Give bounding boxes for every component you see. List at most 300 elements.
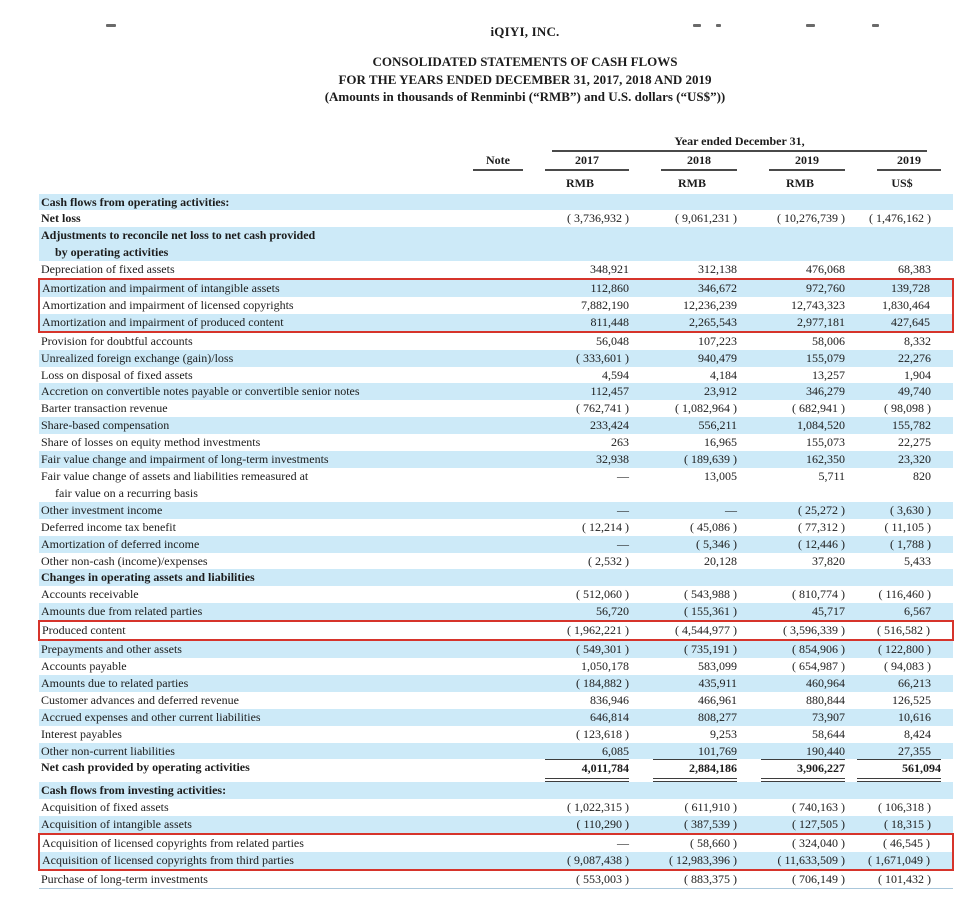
- row-label: [39, 852, 459, 870]
- table-row: [39, 468, 953, 502]
- table-row: [39, 210, 953, 227]
- value-cell: ( 9,061,231 ): [675, 211, 737, 226]
- row-label: [39, 692, 459, 709]
- value-cell: 56,720: [525, 603, 641, 621]
- value-cell: ( 189,639 ): [641, 451, 749, 468]
- row-label: [39, 569, 459, 586]
- value-cell: 466,961: [698, 692, 737, 707]
- value-cell: 7,882,190: [581, 297, 629, 312]
- row-label: [39, 297, 459, 314]
- value-cell: 6,085: [525, 743, 641, 760]
- note-cell: [459, 194, 525, 211]
- value-cell: [857, 782, 953, 799]
- table-row: [39, 816, 953, 834]
- value-cell: ( 77,312 ): [798, 519, 845, 534]
- note-cell: [459, 451, 525, 468]
- note-cell: [459, 536, 525, 553]
- row-label: [39, 816, 459, 834]
- row-label-text: Cash flows from investing activities:: [41, 783, 227, 798]
- value-cell: [525, 782, 641, 799]
- row-label-text: Produced content: [42, 623, 126, 638]
- row-label-text: Changes in operating assets and liabilities: [41, 570, 255, 585]
- value-cell: 233,424: [525, 417, 641, 434]
- value-cell: 8,332: [904, 333, 932, 348]
- value-cell: —: [525, 834, 641, 852]
- value-cell: ( 127,505 ): [749, 816, 857, 834]
- table-row: [39, 227, 953, 261]
- company-name: iQIYI, INC.: [490, 24, 560, 39]
- value-cell: ( 58,660 ): [641, 834, 749, 852]
- value-cell: 12,236,239: [683, 297, 737, 312]
- highlight-box-3: [39, 834, 953, 870]
- row-group: [39, 332, 953, 621]
- row-label-text: Accounts receivable: [41, 587, 139, 602]
- value-cell: 972,760: [749, 279, 857, 297]
- value-cell: ( 123,618 ): [576, 726, 629, 741]
- table-row: [39, 519, 953, 536]
- value-cell: 312,138: [698, 262, 737, 277]
- value-cell: ( 512,060 ): [576, 587, 629, 602]
- table-row: [39, 569, 953, 586]
- table-row: [39, 434, 953, 451]
- table-row: [39, 383, 953, 400]
- value-cell: 16,965: [704, 435, 737, 450]
- table-row: [39, 726, 953, 743]
- table-row: [39, 297, 953, 314]
- row-label: [39, 553, 459, 570]
- table-row: [39, 586, 953, 603]
- row-label: [39, 586, 459, 603]
- row-label: [39, 400, 459, 417]
- note-cell: [459, 261, 525, 279]
- table-row: [39, 314, 953, 332]
- value-cell: 2,265,543: [641, 314, 749, 332]
- row-label-text: Share of losses on equity method investments: [41, 435, 261, 450]
- value-cell: [749, 227, 857, 261]
- value-cell: ( 11,105 ): [884, 519, 932, 534]
- table-row: [39, 640, 953, 658]
- value-cell: ( 654,987 ): [792, 658, 845, 673]
- value-cell: 1,050,178: [581, 658, 629, 673]
- row-label: [39, 434, 459, 451]
- value-cell: ( 12,214 ): [582, 519, 629, 534]
- value-cell: 346,279: [749, 383, 857, 400]
- value-cell: ( 3,736,932 ): [567, 211, 629, 226]
- value-cell: 112,457: [525, 383, 641, 400]
- value-cell: 5,433: [904, 553, 932, 568]
- value-cell: ( 333,601 ): [525, 350, 641, 367]
- row-label: [39, 640, 459, 658]
- value-cell: ( 735,191 ): [641, 640, 749, 658]
- value-cell: ( 116,460 ): [878, 587, 932, 602]
- note-cell: [459, 400, 525, 417]
- note-cell: [459, 675, 525, 692]
- document-header: [84, 24, 966, 106]
- table-row: [39, 621, 953, 640]
- value-cell: ( 106,318 ): [878, 800, 932, 815]
- value-cell: ( 12,983,396 ): [641, 852, 749, 870]
- table-row: [39, 658, 953, 675]
- note-column-header: Note: [459, 152, 525, 171]
- total-value: 3,906,227: [761, 759, 845, 782]
- row-label: [39, 194, 459, 211]
- value-cell: ( 387,539 ): [641, 816, 749, 834]
- value-cell: 73,907: [749, 709, 857, 726]
- row-label-text: Prepayments and other assets: [41, 642, 182, 657]
- note-cell: [459, 569, 525, 586]
- value-cell: —: [617, 469, 629, 483]
- row-label-text: Provision for doubtful accounts: [41, 333, 193, 348]
- span-header-row: [39, 132, 953, 152]
- value-cell: ( 324,040 ): [749, 834, 857, 852]
- value-cell: ( 110,290 ): [525, 816, 641, 834]
- value-cell: 112,860: [525, 279, 641, 297]
- row-label-text-continued: by operating activities: [55, 245, 169, 260]
- value-cell: [749, 782, 857, 799]
- unit-rmb-2017: RMB: [566, 175, 594, 190]
- note-cell: [459, 658, 525, 675]
- row-label: [39, 621, 459, 640]
- value-cell: ( 5,346 ): [641, 536, 749, 553]
- value-cell: [641, 569, 749, 586]
- note-cell: [459, 468, 525, 502]
- value-cell: 32,938: [525, 451, 641, 468]
- total-value: 4,011,784: [545, 759, 629, 782]
- row-label: [39, 658, 459, 675]
- note-cell: [459, 816, 525, 834]
- note-cell: [459, 852, 525, 870]
- value-cell: ( 3,596,339 ): [749, 621, 857, 640]
- value-cell: ( 184,882 ): [525, 675, 641, 692]
- value-cell: [641, 782, 749, 799]
- value-cell: [857, 569, 953, 586]
- note-cell: [459, 726, 525, 743]
- value-cell: 940,479: [641, 350, 749, 367]
- table-row: [39, 675, 953, 692]
- value-cell: [857, 194, 953, 211]
- table-row: [39, 367, 953, 384]
- year-2017-header: 2017: [525, 152, 641, 171]
- total-value: 561,094: [857, 759, 941, 782]
- value-cell: 346,672: [641, 279, 749, 297]
- value-cell: [641, 759, 749, 782]
- value-cell: ( 516,582 ): [857, 621, 953, 640]
- value-cell: ( 1,671,049 ): [857, 852, 953, 870]
- row-label-text: Amounts due from related parties: [41, 604, 203, 619]
- value-cell: [641, 227, 749, 261]
- note-cell: [459, 434, 525, 451]
- year-ended-header: Year ended December 31,: [525, 132, 953, 152]
- table-row: [39, 350, 953, 367]
- value-cell: ( 45,086 ): [690, 519, 737, 534]
- value-cell: 263: [611, 435, 629, 450]
- note-cell: [459, 502, 525, 519]
- value-cell: 820: [913, 469, 932, 483]
- note-cell: [459, 640, 525, 658]
- value-cell: ( 98,098 ): [884, 401, 932, 416]
- row-label-text: Fair value change of assets and liabilities remeasured at: [41, 469, 309, 483]
- row-label-text: Cash flows from operating activities:: [41, 194, 230, 209]
- row-label-text: Other investment income: [41, 502, 163, 517]
- row-label: [39, 519, 459, 536]
- value-cell: 1,084,520: [749, 417, 857, 434]
- value-cell: ( 10,276,739 ): [777, 211, 845, 226]
- value-cell: ( 740,163 ): [792, 800, 845, 815]
- value-cell: ( 155,361 ): [641, 603, 749, 621]
- value-cell: 460,964: [749, 675, 857, 692]
- value-cell: [525, 759, 641, 782]
- value-cell: ( 762,741 ): [576, 401, 629, 416]
- note-cell: [459, 603, 525, 621]
- row-label: [39, 227, 459, 261]
- row-label: [39, 726, 459, 743]
- highlight-box-2: [39, 621, 953, 640]
- value-cell: 13,005: [704, 469, 737, 483]
- row-label-text: Deferred income tax benefit: [41, 519, 176, 534]
- table-row: [39, 332, 953, 350]
- value-cell: ( 854,906 ): [749, 640, 857, 658]
- table-row: [39, 194, 953, 211]
- value-cell: 101,769: [641, 743, 749, 760]
- cropped-text-remnant: [0, 24, 966, 30]
- value-cell: 162,350: [749, 451, 857, 468]
- table-row: [39, 603, 953, 621]
- row-label-text: Other non-cash (income)/expenses: [41, 553, 208, 568]
- value-cell: 435,911: [641, 675, 749, 692]
- row-label: [39, 279, 459, 297]
- note-cell: [459, 870, 525, 888]
- value-cell: [857, 759, 953, 782]
- table-row: [39, 279, 953, 297]
- row-label: [39, 799, 459, 816]
- value-cell: 427,645: [857, 314, 953, 332]
- value-cell: 58,006: [812, 333, 845, 348]
- row-label-text: Amortization and impairment of produced content: [42, 314, 284, 329]
- row-label-text-continued: fair value on a recurring basis: [55, 485, 198, 500]
- value-cell: 6,567: [857, 603, 953, 621]
- value-cell: 1,830,464: [857, 297, 953, 314]
- value-cell: —: [525, 536, 641, 553]
- row-label: [39, 417, 459, 434]
- row-label-text: Purchase of long-term investments: [41, 871, 208, 886]
- value-cell: 583,099: [698, 658, 737, 673]
- value-cell: 126,525: [892, 692, 932, 707]
- row-label-text: Net loss: [41, 211, 81, 226]
- table-row: [39, 451, 953, 468]
- row-label: [39, 261, 459, 279]
- row-label-text: Acquisition of intangible assets: [41, 817, 192, 832]
- value-cell: 155,079: [749, 350, 857, 367]
- unit-rmb-2018: RMB: [678, 175, 706, 190]
- value-cell: [525, 194, 641, 211]
- value-cell: ( 682,941 ): [792, 401, 845, 416]
- note-cell: [459, 621, 525, 640]
- row-label: [39, 782, 459, 799]
- unit-usd-2019: US$: [891, 175, 913, 190]
- note-cell: [459, 553, 525, 570]
- row-label-text: Depreciation of fixed assets: [41, 262, 175, 277]
- note-cell: [459, 314, 525, 332]
- value-cell: 68,383: [898, 262, 932, 277]
- note-cell: [459, 692, 525, 709]
- value-cell: ( 94,083 ): [884, 658, 932, 673]
- value-cell: [857, 227, 953, 261]
- row-label-text: Net cash provided by operating activities: [41, 760, 250, 775]
- year-2019-usd-header: 2019: [857, 152, 953, 171]
- value-cell: 22,275: [898, 435, 932, 450]
- value-cell: ( 1,788 ): [857, 536, 953, 553]
- note-cell: [459, 799, 525, 816]
- value-cell: [749, 569, 857, 586]
- value-cell: ( 1,962,221 ): [525, 621, 641, 640]
- table-row: [39, 743, 953, 760]
- value-cell: 836,946: [590, 692, 629, 707]
- value-cell: —: [641, 502, 749, 519]
- table-row: [39, 852, 953, 870]
- value-cell: 23,320: [857, 451, 953, 468]
- note-cell: [459, 709, 525, 726]
- row-group: [39, 640, 953, 834]
- value-cell: ( 1,082,964 ): [675, 401, 737, 416]
- statement-title: CONSOLIDATED STATEMENTS OF CASH FLOWS: [372, 54, 678, 69]
- row-label-text: Amortization and impairment of licensed copyrights: [42, 297, 294, 312]
- value-cell: 27,355: [857, 743, 953, 760]
- row-label: [39, 468, 459, 502]
- total-value: 2,884,186: [653, 759, 737, 782]
- value-cell: 13,257: [812, 367, 845, 382]
- value-cell: 476,068: [806, 262, 845, 277]
- value-cell: 139,728: [857, 279, 953, 297]
- year-2019-header: 2019: [749, 152, 857, 171]
- note-cell: [459, 759, 525, 782]
- row-label: [39, 451, 459, 468]
- value-cell: ( 4,544,977 ): [641, 621, 749, 640]
- table-row: [39, 261, 953, 279]
- value-cell: ( 9,087,438 ): [525, 852, 641, 870]
- row-label: [39, 870, 459, 888]
- row-label-text: Unrealized foreign exchange (gain)/loss: [41, 350, 234, 365]
- note-cell: [459, 417, 525, 434]
- table-row: [39, 417, 953, 434]
- row-label: [39, 743, 459, 760]
- value-cell: 45,717: [749, 603, 857, 621]
- row-label-text: Acquisition of licensed copyrights from related parties: [42, 836, 304, 851]
- row-label-text: Share-based compensation: [41, 418, 170, 433]
- value-cell: ( 1,022,315 ): [567, 800, 629, 815]
- value-cell: 12,743,323: [791, 297, 845, 312]
- table-row: [39, 870, 953, 888]
- row-label-text: Adjustments to reconcile net loss to net cash provided: [41, 228, 316, 243]
- value-cell: 37,820: [812, 553, 845, 568]
- statement-units-note: (Amounts in thousands of Renminbi (“RMB”) and U.S. dollars (“US$”)): [324, 89, 726, 104]
- row-label: [39, 759, 459, 782]
- value-cell: 2,977,181: [749, 314, 857, 332]
- statement-title-block: [84, 53, 966, 106]
- row-label: [39, 536, 459, 553]
- value-cell: ( 549,301 ): [525, 640, 641, 658]
- value-cell: 49,740: [857, 383, 953, 400]
- row-label-text: Customer advances and deferred revenue: [41, 692, 239, 707]
- row-label-text: Other non-current liabilities: [41, 743, 175, 758]
- note-cell: [459, 834, 525, 852]
- value-cell: 646,814: [525, 709, 641, 726]
- value-cell: ( 810,774 ): [792, 587, 845, 602]
- value-cell: [641, 194, 749, 211]
- value-cell: ( 543,988 ): [684, 587, 737, 602]
- statement-period: FOR THE YEARS ENDED DECEMBER 31, 2017, 2018 AND 2019: [338, 71, 712, 87]
- value-cell: [525, 569, 641, 586]
- row-group: [39, 870, 953, 888]
- note-cell: [459, 227, 525, 261]
- value-cell: 66,213: [857, 675, 953, 692]
- row-label: [39, 383, 459, 400]
- row-label: [39, 502, 459, 519]
- value-cell: ( 611,910 ): [684, 800, 737, 815]
- value-cell: ( 3,630 ): [857, 502, 953, 519]
- value-cell: 556,211: [641, 417, 749, 434]
- unit-rmb-2019: RMB: [786, 175, 814, 190]
- value-cell: [525, 227, 641, 261]
- highlight-box-1: [39, 279, 953, 332]
- value-cell: 155,782: [857, 417, 953, 434]
- value-cell: ( 46,545 ): [857, 834, 953, 852]
- note-cell: [459, 586, 525, 603]
- row-label-text: Interest payables: [41, 726, 122, 741]
- row-label: [39, 332, 459, 350]
- table-row: [39, 502, 953, 519]
- value-cell: ( 101,432 ): [857, 870, 953, 888]
- row-label: [39, 350, 459, 367]
- table-row: [39, 400, 953, 417]
- value-cell: 4,594: [602, 367, 629, 382]
- note-cell: [459, 210, 525, 227]
- note-cell: [459, 782, 525, 799]
- value-cell: 348,921: [590, 262, 629, 277]
- year-columns-row: [39, 152, 953, 171]
- value-cell: —: [525, 502, 641, 519]
- value-cell: ( 883,375 ): [641, 870, 749, 888]
- note-cell: [459, 279, 525, 297]
- table-row: [39, 782, 953, 799]
- value-cell: 107,223: [698, 333, 737, 348]
- row-label: [39, 709, 459, 726]
- value-cell: ( 25,272 ): [749, 502, 857, 519]
- currency-units-row: [39, 171, 953, 194]
- row-label-text: Acquisition of fixed assets: [41, 800, 169, 815]
- row-group: [39, 194, 953, 280]
- row-label-text: Loss on disposal of fixed assets: [41, 367, 193, 382]
- value-cell: ( 18,315 ): [857, 816, 953, 834]
- year-2018-header: 2018: [641, 152, 749, 171]
- note-cell: [459, 350, 525, 367]
- value-cell: 155,073: [806, 435, 845, 450]
- row-label: [39, 210, 459, 227]
- table-row: [39, 536, 953, 553]
- table-row: [39, 692, 953, 709]
- row-label: [39, 367, 459, 384]
- value-cell: 190,440: [749, 743, 857, 760]
- table-row: [39, 553, 953, 570]
- row-label: [39, 314, 459, 332]
- value-cell: 9,253: [710, 726, 737, 741]
- value-cell: 56,048: [596, 333, 629, 348]
- row-label-text: Accounts payable: [41, 658, 127, 673]
- table-row: [39, 759, 953, 782]
- value-cell: 20,128: [704, 553, 737, 568]
- value-cell: ( 1,476,162 ): [869, 211, 932, 226]
- row-label-text: Amortization of deferred income: [41, 536, 200, 551]
- row-label-text: Fair value change and impairment of long-term investments: [41, 452, 329, 467]
